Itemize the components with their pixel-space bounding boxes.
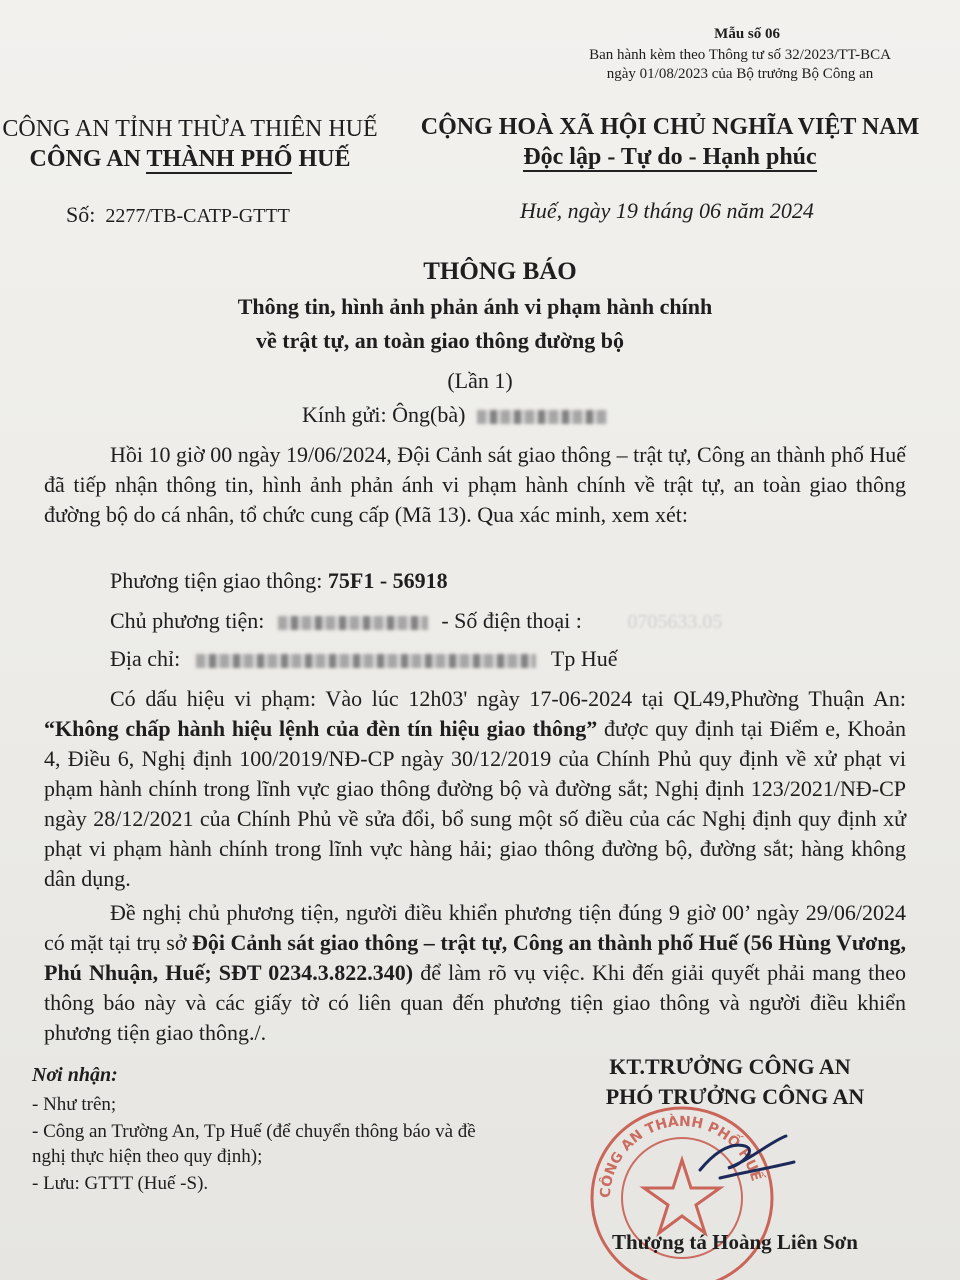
seal-text: CÔNG AN THÀNH PHỐ HUẾ bbox=[597, 1113, 764, 1199]
org-name-part-3: HUẾ bbox=[292, 146, 351, 172]
document-subtitle-1: Thông tin, hình ảnh phản ánh vi phạm hành chính bbox=[237, 294, 713, 319]
addressee-label: Kính gửi: Ông(bà) bbox=[302, 402, 466, 427]
recipient-item: - Công an Trường An, Tp Huế (để chuyển thông báo và đề nghị thực hiện theo quy định); bbox=[32, 1121, 476, 1167]
address-label: Địa chỉ: bbox=[110, 646, 181, 671]
violation-text-1: Có dấu hiệu vi phạm: Vào lúc 12h03' ngày 17-06-2024 tại QL49,Phường Thuận An: bbox=[110, 686, 906, 711]
paragraph-request bbox=[44, 898, 906, 1048]
paragraph-intro: Hồi 10 giờ 00 ngày 19/06/2024, Đội Cảnh sát giao thông – trật tự, Công an thành phố Huế đã tiếp nhận thông tin, hình ảnh phản ánh vi phạm hành chính về trật tự, an toàn giao thông đường bộ do cá nhân, tổ chức cung cấp (Mã 13). Qua xác minh, xem xét: bbox=[44, 442, 906, 527]
org-name-part-1: CÔNG AN bbox=[29, 146, 147, 172]
phone-value: 0705633.05 bbox=[627, 611, 723, 633]
signature-icon bbox=[690, 1122, 800, 1192]
national-motto bbox=[410, 144, 930, 171]
document-subtitle-2: về trật tự, an toàn giao thông đường bộ bbox=[255, 328, 624, 353]
recipients-title: Nơi nhận: bbox=[32, 1064, 118, 1086]
violation-name: “Không chấp hành hiệu lệnh của đèn tín hiệu giao thông” bbox=[44, 716, 598, 741]
org-name bbox=[0, 146, 380, 173]
request-text-2: để làm rõ vụ việc. Khi đến giải quyết phải mang theo thông báo này và các giấy tờ có liên quan đến phương tiện giao thông và người điều khiển phương tiện giao thông./. bbox=[44, 960, 907, 1045]
phone-label: - Số điện thoại : bbox=[441, 608, 582, 633]
recipient-item: - Lưu: GTTT (Huế -S). bbox=[32, 1173, 209, 1194]
org-parent: CÔNG AN TỈNH THỪA THIÊN HUẾ bbox=[2, 116, 378, 142]
addressee bbox=[302, 402, 607, 428]
document-title: THÔNG BÁO bbox=[423, 258, 577, 285]
redacted-owner bbox=[278, 616, 428, 630]
document-number bbox=[66, 202, 290, 228]
document-number-label: Số: bbox=[66, 202, 96, 227]
org-name-part-2: THÀNH PHỐ bbox=[146, 146, 293, 172]
address-line bbox=[110, 646, 617, 672]
signature-title-1: KT.TRƯỞNG CÔNG AN bbox=[609, 1054, 851, 1079]
notice-count: (Lần 1) bbox=[447, 368, 513, 393]
vehicle-plate: 75F1 - 56918 bbox=[327, 568, 448, 593]
national-title: CỘNG HOÀ XÃ HỘI CHỦ NGHĨA VIỆT NAM bbox=[420, 114, 920, 140]
issued-by bbox=[560, 46, 920, 84]
issued-line-2: ngày 01/08/2023 của Bộ trưởng Bộ Công an bbox=[606, 66, 874, 82]
address-city: Tp Huế bbox=[550, 646, 618, 671]
form-number: Mẫu số 06 bbox=[714, 26, 780, 42]
violation-text-2: được quy định tại Điểm e, Khoản 4, Điều 6, Nghị định 100/2019/NĐ-CP ngày 30/12/2019 của Chính Phủ quy định về xử phạt vi phạm hành chính trong lĩnh vực giao thông đường bộ và đường sắt; Nghị định 123/2021/NĐ-CP ngày 28/12/2021 của Chính Phủ về sửa đổi, bổ sung một số điều của các Nghị định quy định xử phạt vi phạm hành chính trong lĩnh vực hàng hải; giao thông đường bộ, đường sắt; hàng không dân dụng. bbox=[44, 716, 906, 891]
paragraph-violation bbox=[44, 684, 906, 894]
redacted-name bbox=[477, 410, 607, 424]
recipient-item: - Như trên; bbox=[32, 1094, 117, 1115]
national-motto-text: Độc lập - Tự do - Hạnh phúc bbox=[523, 144, 817, 170]
recipients-list bbox=[32, 1092, 502, 1198]
document-date: Huế, ngày 19 tháng 06 năm 2024 bbox=[520, 198, 814, 223]
signature-title-2: PHÓ TRƯỞNG CÔNG AN bbox=[605, 1084, 865, 1109]
document-number-value: 2277/TB-CATP-GTTT bbox=[105, 205, 290, 227]
issued-line-1: Ban hành kèm theo Thông tư số 32/2023/TT-BCA bbox=[589, 47, 891, 63]
svg-text:CÔNG AN THÀNH PHỐ HUẾ bbox=[597, 1113, 767, 1198]
signer-name: Thượng tá Hoàng Liên Sơn bbox=[612, 1230, 858, 1254]
vehicle-label: Phương tiện giao thông: bbox=[110, 568, 323, 593]
request-text-1: Đề nghị chủ phương tiện, người điều khiển phương tiện đúng 9 giờ 00’ ngày 29/06/2024 có mặt tại trụ sở bbox=[44, 900, 906, 955]
owner-line bbox=[110, 608, 722, 634]
vehicle-line bbox=[110, 568, 448, 594]
owner-label: Chủ phương tiện: bbox=[110, 608, 265, 633]
request-location: Đội Cảnh sát giao thông – trật tự, Công an thành phố Huế (56 Hùng Vương, Phú Nhuận, Huế; SĐT 0234.3.822.340) bbox=[44, 930, 906, 985]
redacted-address bbox=[196, 654, 536, 668]
